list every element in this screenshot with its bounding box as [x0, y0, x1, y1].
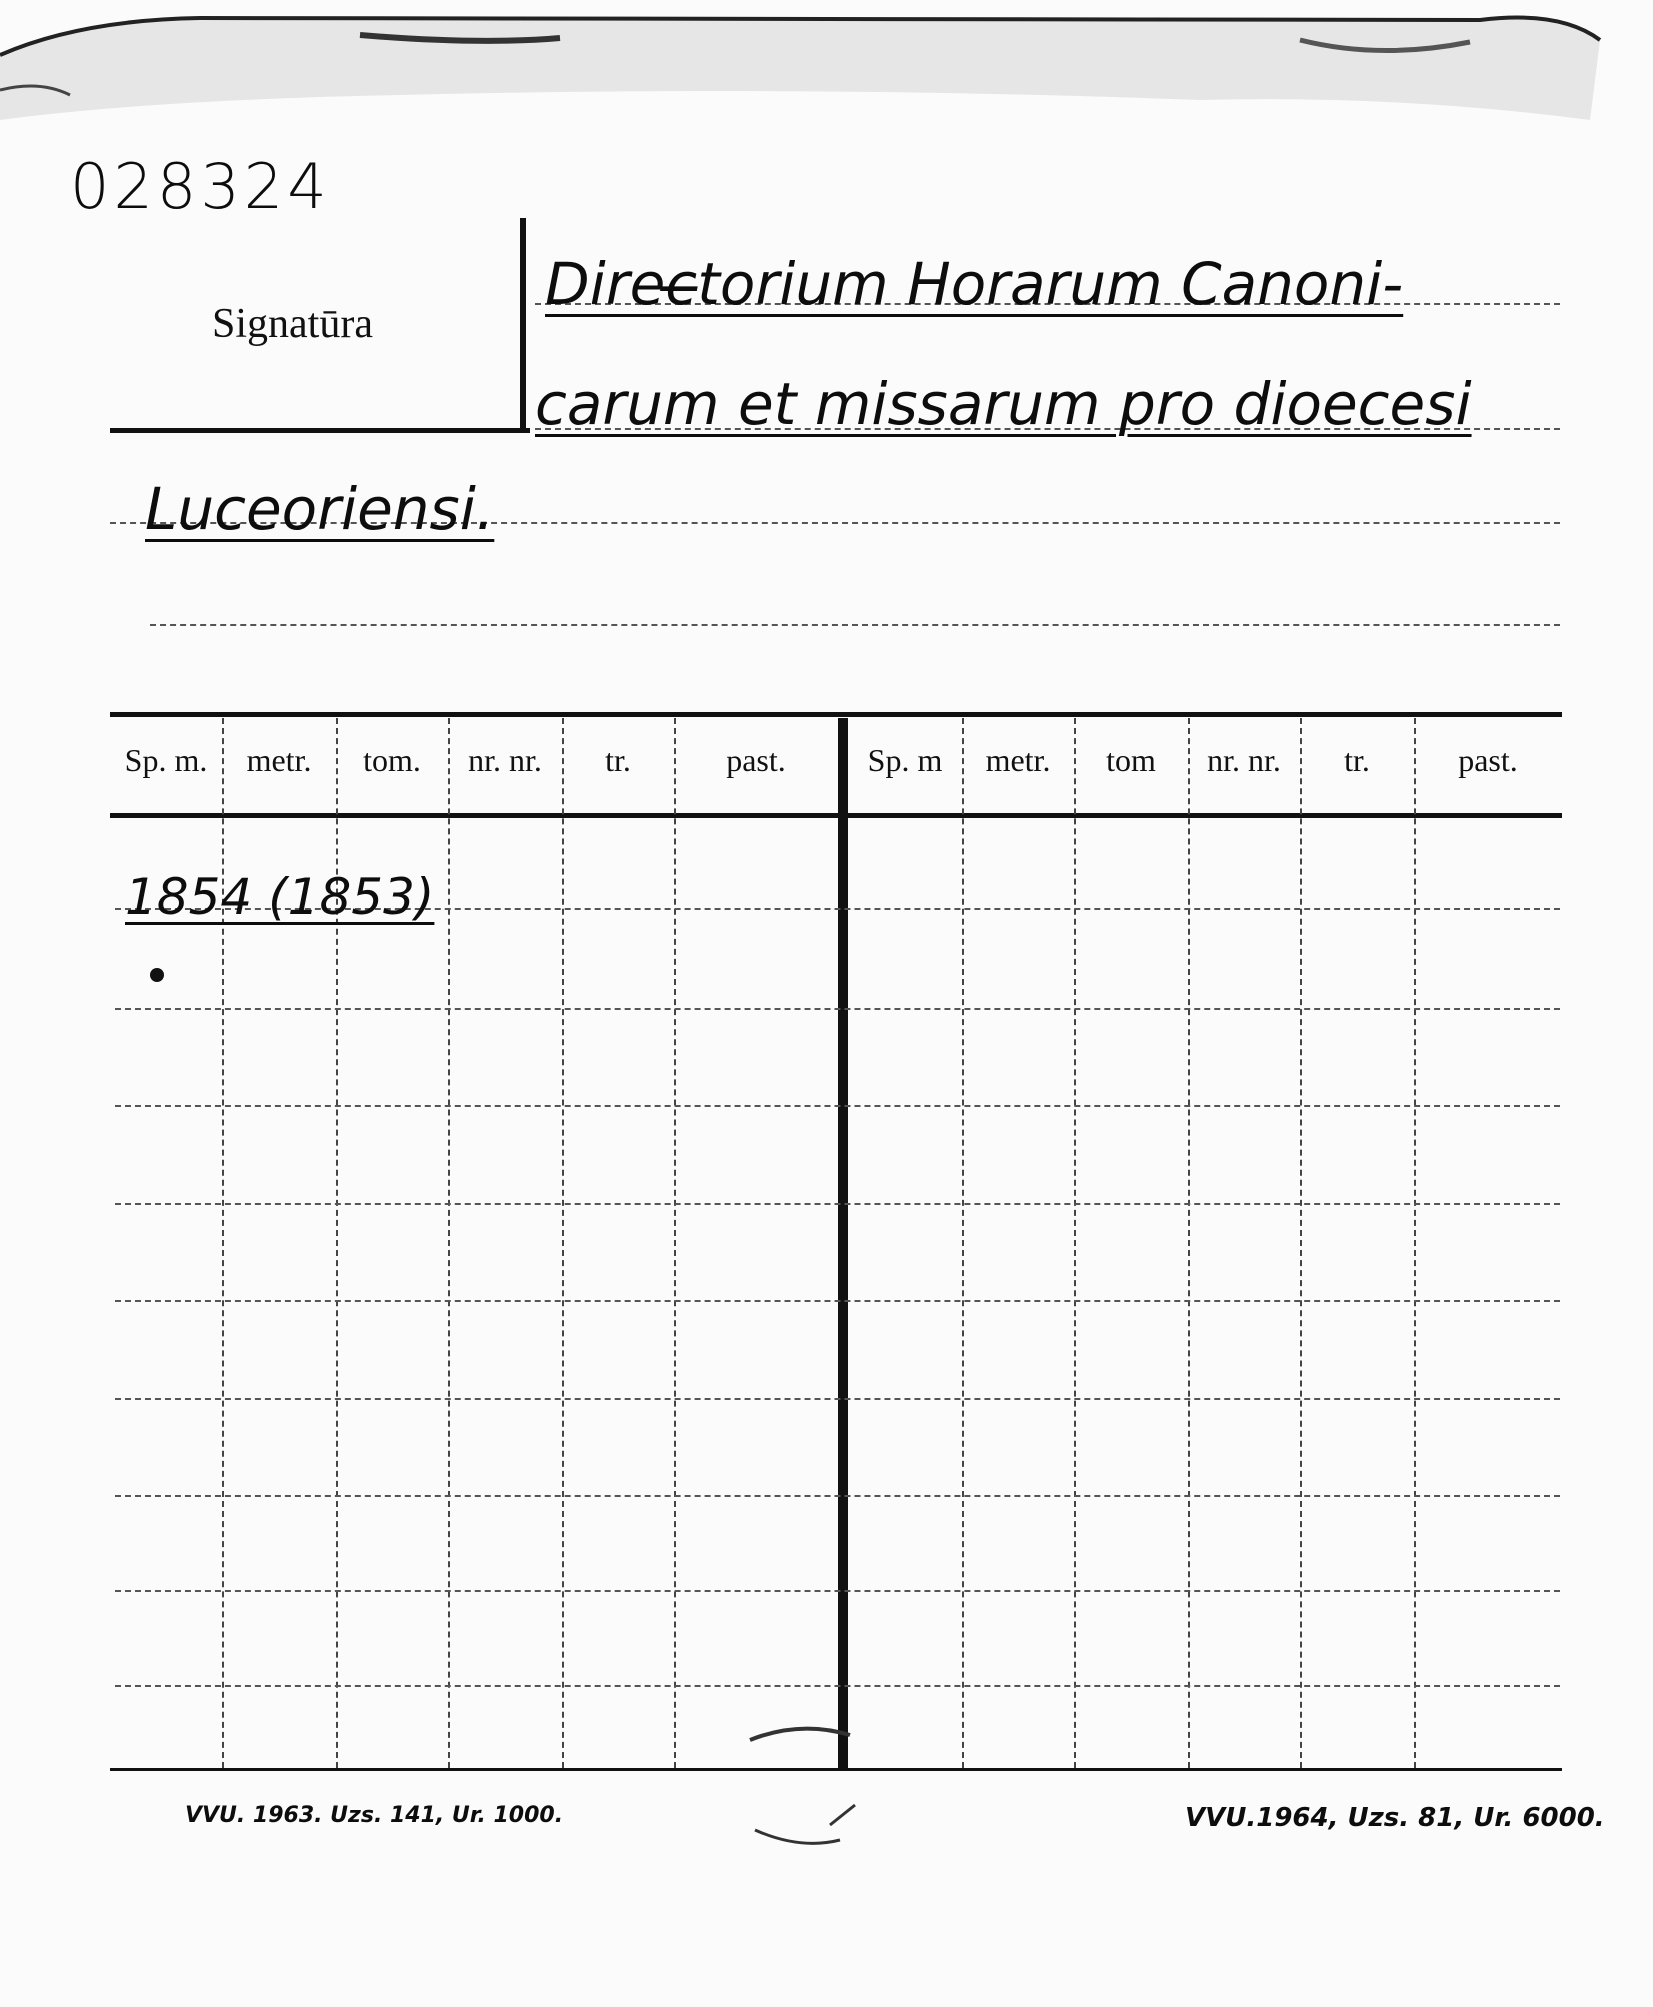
- col-line: [674, 718, 676, 1768]
- signatura-rule: [110, 428, 530, 433]
- table-header: tr.: [1344, 742, 1370, 778]
- row-line: [115, 1105, 1560, 1107]
- col-line: [562, 718, 564, 1768]
- table-header: nr. nr.: [468, 742, 542, 778]
- ink-dot: [150, 968, 164, 982]
- table-header: past.: [1458, 742, 1518, 778]
- table-header-rule: [110, 813, 1562, 818]
- table-top-rule: [110, 712, 1562, 717]
- col-line: [1300, 718, 1302, 1768]
- catalog-number: 028324: [70, 150, 331, 223]
- col-line: [1188, 718, 1190, 1768]
- col-line: [1414, 718, 1416, 1768]
- row-line: [115, 1590, 1560, 1592]
- table-header: past.: [726, 742, 786, 778]
- title-rule-4: [150, 624, 1560, 626]
- table-header: tr.: [605, 742, 631, 778]
- scratch-marks: [740, 1720, 880, 1880]
- table-header: tom.: [363, 742, 421, 778]
- table-center-divider: [838, 718, 848, 1770]
- row-line: [115, 1685, 1560, 1687]
- table-header: metr.: [246, 742, 312, 778]
- worn-top-edge: [0, 0, 1653, 150]
- table-header: metr.: [985, 742, 1051, 778]
- row-line: [115, 1495, 1560, 1497]
- table-header: tom: [1106, 742, 1156, 778]
- table-header: Sp. m: [867, 742, 943, 778]
- table-header: Sp. m.: [124, 742, 208, 778]
- footer-note-right: VVU.1964, Uzs. 81, Ur. 6000.: [1185, 1803, 1605, 1833]
- title-line-2: carum et missarum pro dioecesi: [535, 370, 1472, 438]
- table-entry-date: 1854 (1853): [125, 868, 435, 926]
- col-line: [1074, 718, 1076, 1768]
- row-line: [115, 1008, 1560, 1010]
- row-line: [115, 1398, 1560, 1400]
- col-line: [962, 718, 964, 1768]
- table-header: nr. nr.: [1207, 742, 1281, 778]
- signatura-label: Signatūra: [212, 301, 373, 347]
- row-line: [115, 1203, 1560, 1205]
- title-divider-vertical: [520, 218, 526, 430]
- title-line-3: Luceoriensi.: [145, 475, 495, 543]
- footer-note-left: VVU. 1963. Uzs. 141, Ur. 1000.: [185, 1803, 564, 1828]
- row-line: [115, 1300, 1560, 1302]
- title-line-1: Direc̶torium Horarum Canoni-: [545, 250, 1404, 318]
- col-line: [448, 718, 450, 1768]
